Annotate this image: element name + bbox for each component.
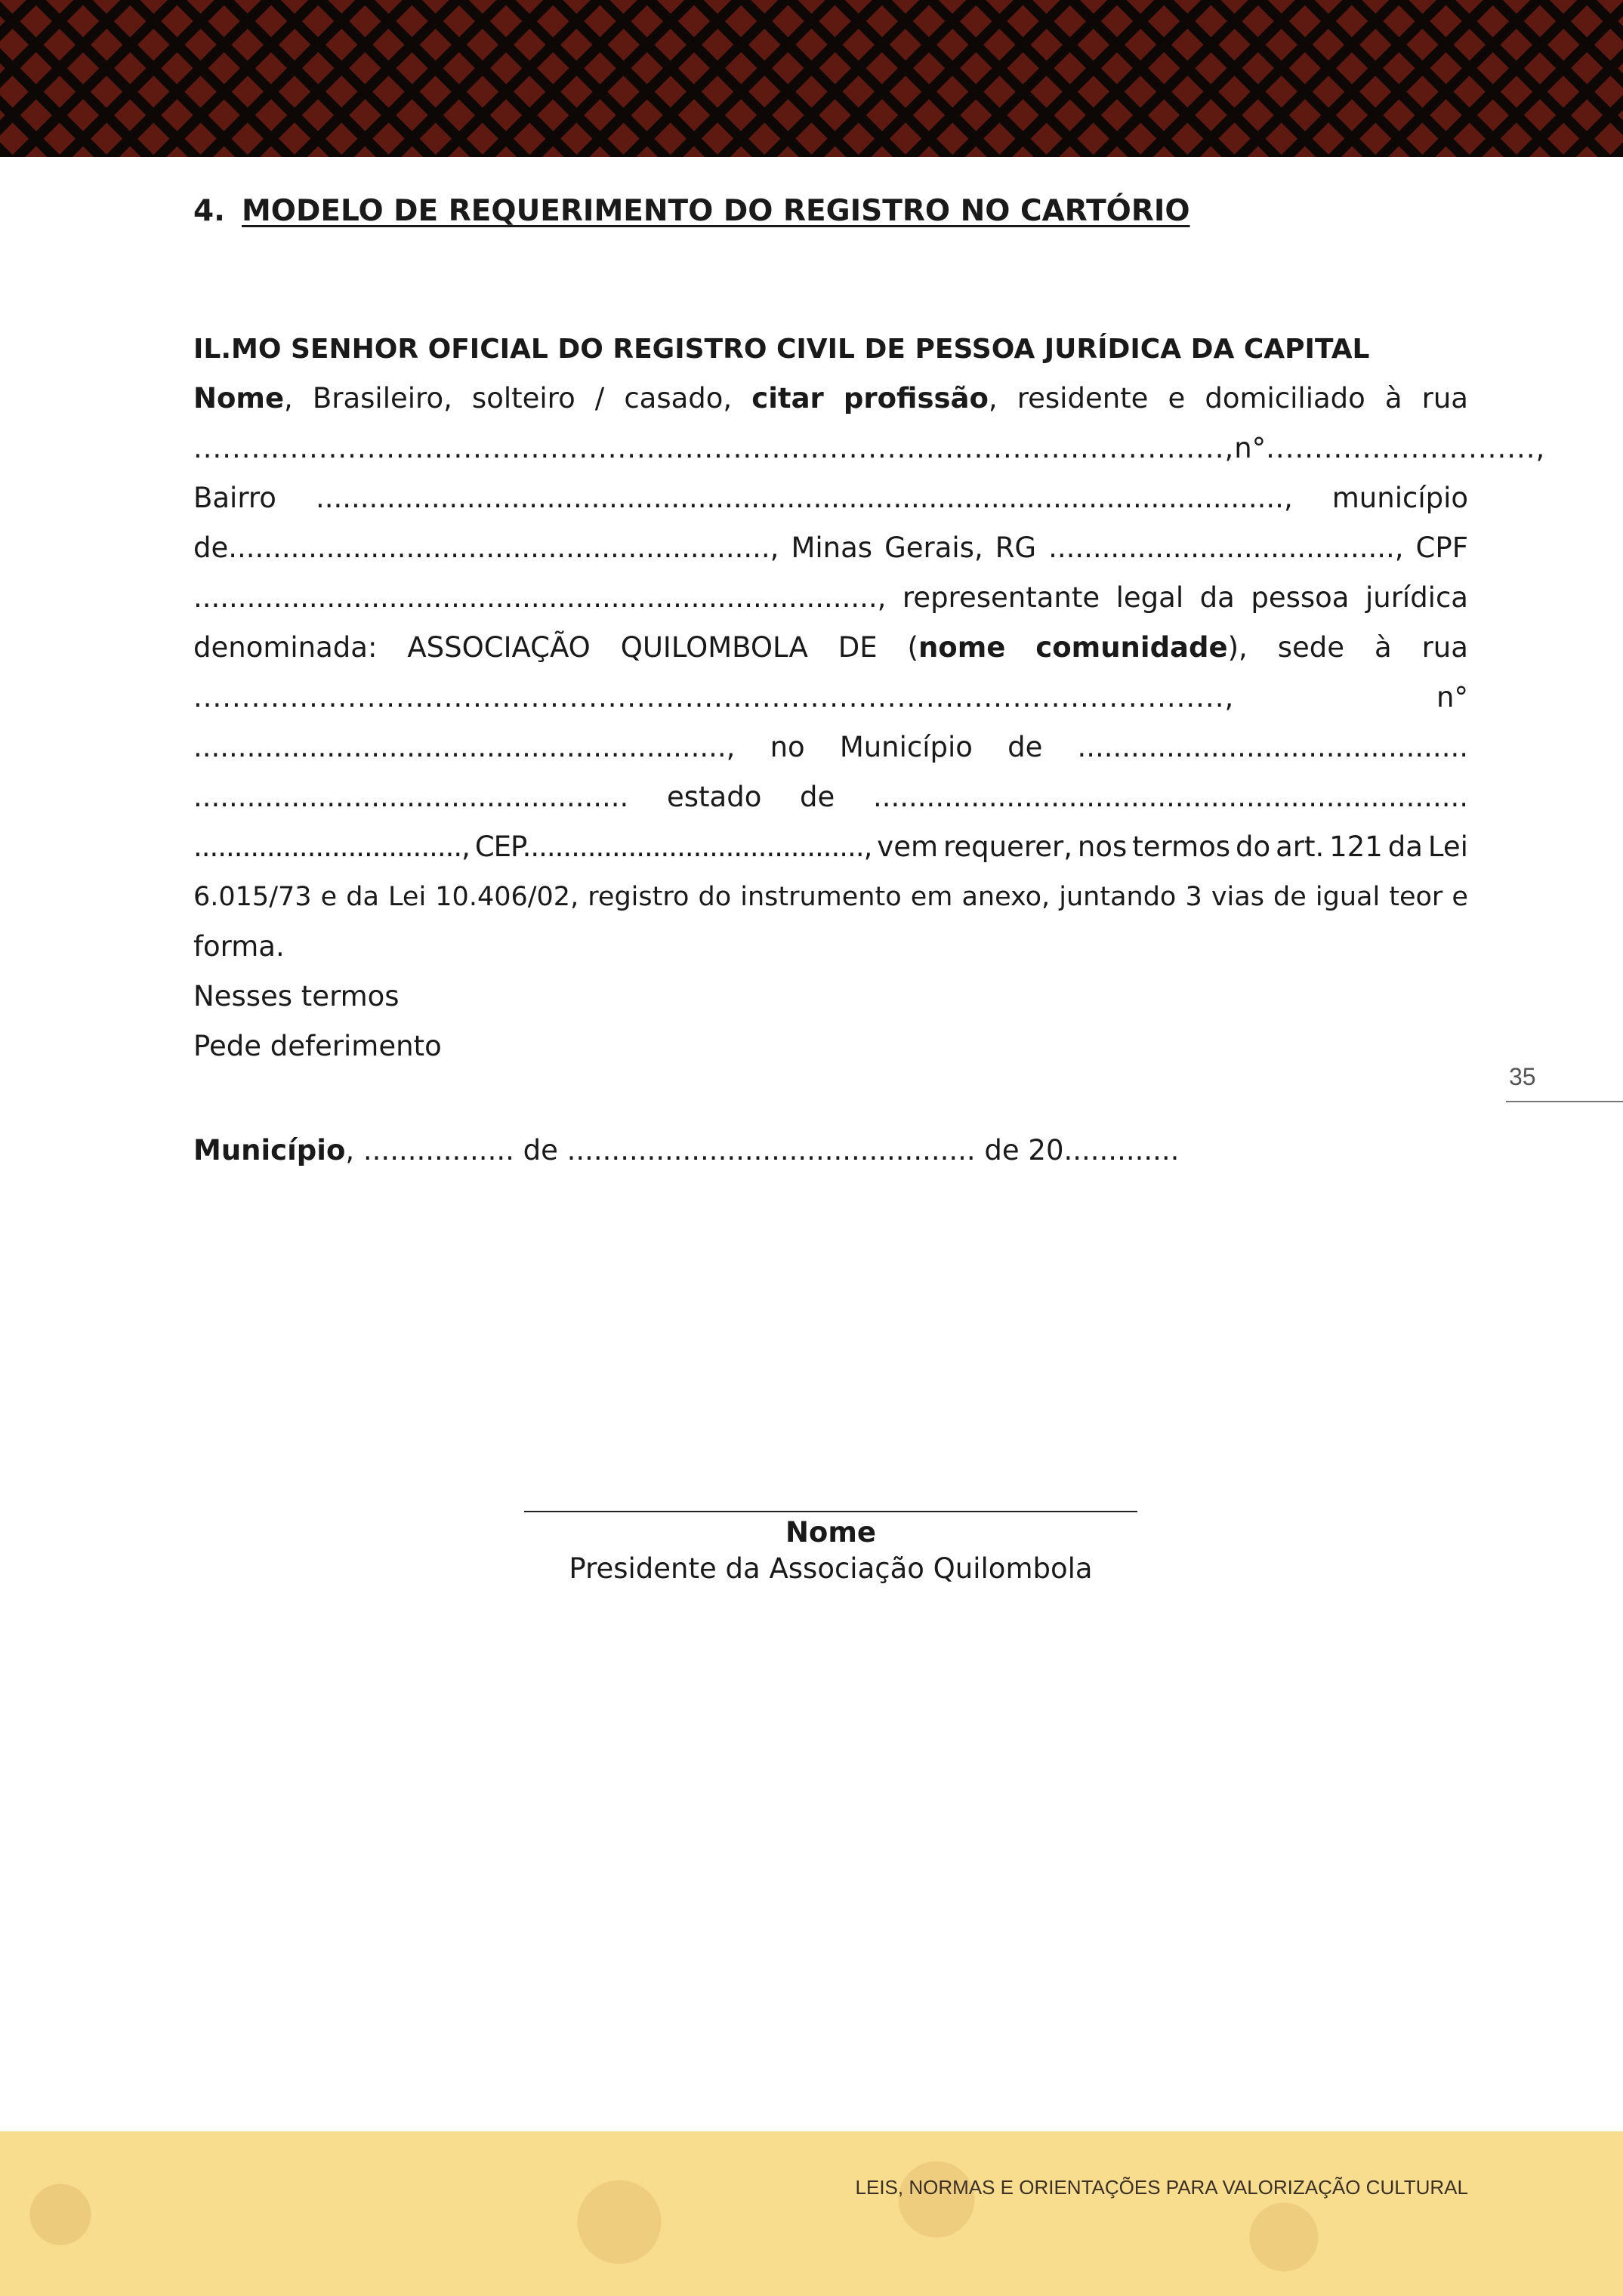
section-number: 4.	[193, 194, 225, 228]
body-line-11	[193, 872, 1468, 922]
word: 6.015/73	[193, 882, 312, 912]
word: vem	[877, 831, 938, 863]
word: registro	[588, 882, 690, 912]
word: do	[698, 882, 732, 912]
body-line-12: forma.	[193, 930, 285, 963]
word: nos	[1077, 831, 1128, 863]
word: Bairro	[193, 482, 276, 514]
municipio-label: Município	[193, 1134, 346, 1166]
word: QUILOMBOLA	[620, 631, 808, 664]
signature-role: Presidente da Associação Quilombola	[569, 1552, 1093, 1585]
word: rua	[1421, 382, 1468, 415]
word: à	[1374, 631, 1392, 664]
word: em	[910, 882, 953, 912]
fill-dots: .............................................................................,	[193, 581, 887, 614]
fill-dots: .............................................................................................................,	[315, 482, 1293, 514]
word: Lei	[1427, 831, 1468, 863]
word: de.............................................................,	[193, 532, 779, 564]
word: termos	[1132, 831, 1231, 863]
word: 10.406/02,	[435, 882, 579, 912]
body-line-6	[193, 623, 1468, 673]
fill-dots: .................................,	[193, 831, 470, 863]
body-line-1	[193, 374, 1468, 424]
word: residente	[1017, 382, 1149, 415]
signature-line	[524, 1511, 1137, 1512]
top-pattern-banner	[0, 0, 1623, 157]
open-paren: (	[907, 631, 918, 664]
comma: ,	[284, 382, 293, 415]
signature-name: Nome	[785, 1516, 877, 1549]
fill-dots: ...................................................................	[872, 781, 1468, 813]
body-line-7	[193, 673, 1468, 723]
word: igual	[1315, 882, 1381, 912]
word: Minas	[791, 532, 873, 564]
page-number: 35	[1506, 1057, 1623, 1102]
bold-word: comunidade	[1035, 631, 1228, 664]
word: denominada:	[193, 631, 378, 664]
fill-dots: .................................................	[193, 781, 629, 813]
word: anexo,	[961, 882, 1051, 912]
word: /	[594, 382, 605, 415]
body-line-3	[193, 473, 1468, 523]
word	[1035, 623, 1248, 673]
body-line-9	[193, 772, 1468, 822]
fill-dots: ...........................................................................................................,	[193, 681, 1235, 713]
word: e	[1168, 382, 1186, 415]
word: Brasileiro,	[312, 382, 452, 415]
word: da	[1199, 581, 1235, 614]
body-line-10	[193, 822, 1468, 872]
word: CPF	[1415, 532, 1468, 564]
word: rua	[1421, 631, 1468, 664]
section-title: MODELO DE REQUERIMENTO DO REGISTRO NO CARTÓRIO	[242, 194, 1190, 228]
word: n°	[1234, 432, 1267, 464]
body-line-5	[193, 573, 1468, 623]
body-line-2	[193, 424, 1546, 473]
word: requerer,	[943, 831, 1072, 863]
word: teor	[1389, 882, 1443, 912]
word: município	[1331, 482, 1468, 514]
word: sede	[1277, 631, 1345, 664]
word: CEP..........................................,	[474, 831, 872, 863]
closing-pede-deferimento: Pede deferimento	[193, 1030, 442, 1062]
bold-word: nome	[918, 631, 1006, 664]
fill-dots: ...........................................................................................................,	[193, 432, 1235, 464]
word: de	[1007, 731, 1043, 763]
word: solteiro	[471, 382, 575, 415]
word: da	[1387, 831, 1423, 863]
word: de	[800, 781, 835, 813]
word: no	[770, 731, 805, 763]
word: à	[1384, 382, 1402, 415]
word: casado,	[624, 382, 733, 415]
word	[844, 374, 998, 424]
word: estado	[667, 781, 762, 813]
word: pessoa	[1251, 581, 1350, 614]
word	[193, 374, 293, 424]
word: juntando	[1059, 882, 1177, 912]
word: do	[1235, 831, 1271, 863]
word: Gerais,	[884, 532, 983, 564]
profession-label: profissão	[843, 382, 989, 415]
footer-caption: LEIS, NORMAS E ORIENTAÇÕES PARA VALORIZAÇÃO CULTURAL	[855, 2176, 1468, 2199]
word: 121	[1329, 831, 1383, 863]
word: Município	[839, 731, 973, 763]
fill-dots: ............................................	[1077, 731, 1468, 763]
date-line	[193, 1126, 1468, 1176]
word: .......................................,	[1048, 532, 1404, 564]
word: vias	[1211, 882, 1264, 912]
word: RG	[995, 532, 1037, 564]
name-label: Nome	[193, 382, 285, 415]
word: n°	[1436, 681, 1468, 713]
word: representante	[902, 581, 1100, 614]
word: 3	[1185, 882, 1202, 912]
close-paren: ),	[1227, 631, 1248, 664]
word: jurídica	[1365, 581, 1468, 614]
body-line-4	[193, 523, 1468, 573]
fill-dots: ............................................................,	[193, 731, 736, 763]
word: art.	[1276, 831, 1325, 863]
word: Lei	[388, 882, 427, 912]
date-fill: , ................. de .............................................. de 20.............	[345, 1134, 1180, 1166]
word	[908, 623, 1006, 673]
word: legal	[1115, 581, 1184, 614]
bold-word: citar	[751, 382, 824, 415]
word: e	[1452, 882, 1468, 912]
footer-pattern-band	[0, 2131, 1623, 2296]
word: da	[346, 882, 379, 912]
word: ASSOCIAÇÃO	[407, 631, 591, 664]
fill-dots: ............................,	[1266, 432, 1546, 464]
closing-nesses-termos: Nesses termos	[193, 980, 400, 1012]
addressee-line: IL.MO SENHOR OFICIAL DO REGISTRO CIVIL DE PESSOA JURÍDICA DA CAPITAL	[193, 334, 1370, 365]
word: DE	[838, 631, 878, 664]
word: e	[320, 882, 338, 912]
word: instrumento	[740, 882, 902, 912]
word: de	[1273, 882, 1307, 912]
comma: ,	[988, 382, 998, 415]
word: domiciliado	[1205, 382, 1365, 415]
section-heading	[193, 190, 1468, 233]
body-line-8	[193, 723, 1468, 772]
